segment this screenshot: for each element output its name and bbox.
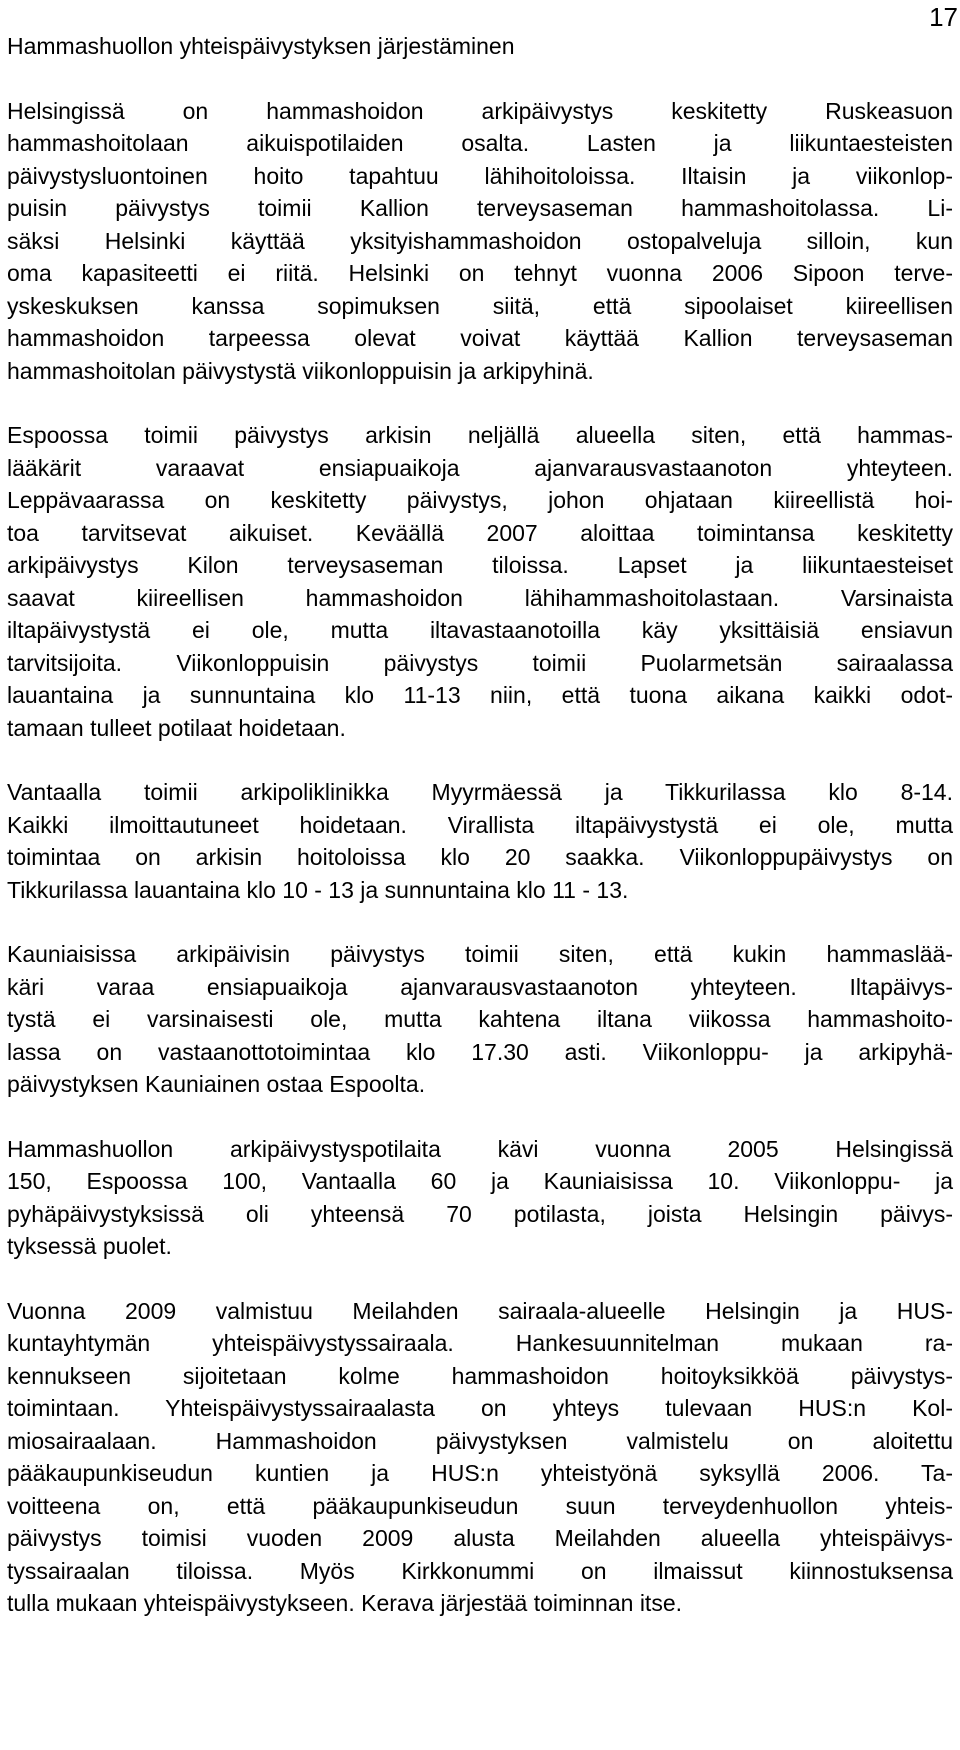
text-line: toimintaan. Yhteispäivystyssairaalasta on yhteys tulevaan HUS:n Kol- bbox=[7, 1395, 953, 1421]
text-line: päivystysluontoinen hoito tapahtuu lähihoitoloissa. Iltaisin ja viikonlop- bbox=[7, 162, 953, 189]
text-line: Kauniaisissa arkipäivisin päivystys toimii siten, että kukin hammaslää- bbox=[7, 941, 953, 967]
text-line: tarvitsijoita. Viikonloppuisin päivystys toimii Puolarmetsän sairaalassa bbox=[7, 649, 953, 676]
text-line: tamaan tulleet potilaat hoidetaan. bbox=[7, 714, 346, 741]
document-body bbox=[7, 30, 953, 1620]
paragraph bbox=[7, 95, 953, 388]
paragraph bbox=[7, 776, 953, 906]
text-line: pääkaupunkiseudun kuntien ja HUS:n yhteistyönä syksyllä 2006. Ta- bbox=[7, 1460, 953, 1486]
text-line: Espoossa toimii päivystys arkisin neljällä alueella siten, että hammas- bbox=[7, 422, 953, 448]
text-line: Vuonna 2009 valmistuu Meilahden sairaala-alueelle Helsingin ja HUS- bbox=[7, 1297, 953, 1324]
paragraph-spacer bbox=[7, 1263, 953, 1295]
text-line: puisin päivystys toimii Kallion terveysaseman hammashoitolassa. Li- bbox=[7, 195, 953, 221]
paragraph-spacer bbox=[7, 1101, 953, 1133]
paragraph-spacer bbox=[7, 906, 953, 938]
text-line: pyhäpäivystyksissä oli yhteensä 70 potilasta, joista Helsingin päivys- bbox=[7, 1200, 953, 1227]
text-line: toimintaa on arkisin hoitoloissa klo 20 saakka. Viikonloppupäivystys on bbox=[7, 844, 953, 870]
paragraph bbox=[7, 1295, 953, 1620]
text-line: lääkärit varaavat ensiapuaikoja ajanvarausvastaanoton yhteyteen. bbox=[7, 454, 953, 481]
text-line: arkipäivystys Kilon terveysaseman tiloissa. Lapset ja liikuntaesteiset bbox=[7, 552, 953, 578]
text-line: hammashoitolan päivystystä viikonloppuisin ja arkipyhinä. bbox=[7, 357, 594, 384]
text-line: yskeskuksen kanssa sopimuksen siitä, että sipoolaiset kiireellisen bbox=[7, 292, 953, 319]
page-number: 17 bbox=[929, 2, 958, 32]
paragraph bbox=[7, 419, 953, 744]
text-line: tulla mukaan yhteispäivystykseen. Kerava järjestää toiminnan itse. bbox=[7, 1590, 683, 1616]
spacer bbox=[7, 63, 953, 95]
section-heading: Hammashuollon yhteispäivystyksen järjestäminen bbox=[7, 33, 515, 59]
paragraph bbox=[7, 1133, 953, 1263]
text-line: iltapäivystystä ei ole, mutta iltavastaanotoilla käy yksittäisiä ensiavun bbox=[7, 617, 953, 643]
text-line: tystä ei varsinaisesti ole, mutta kahtena iltana viikossa hammashoito- bbox=[7, 1006, 953, 1032]
text-line: käri varaa ensiapuaikoja ajanvarausvastaanoton yhteyteen. Iltapäivys- bbox=[7, 973, 953, 1000]
text-line: tyssairaalan tiloissa. Myös Kirkkonummi on ilmaissut kiinnostuksensa bbox=[7, 1557, 953, 1584]
text-line: Helsingissä on hammashoidon arkipäivystys keskitetty Ruskeasuon bbox=[7, 97, 953, 124]
text-line: saavat kiireellisen hammashoidon lähihammashoitolastaan. Varsinaista bbox=[7, 584, 953, 611]
text-line: Hammashuollon arkipäivystyspotilaita kävi vuonna 2005 Helsingissä bbox=[7, 1135, 953, 1162]
text-line: 150, Espoossa 100, Vantaalla 60 ja Kauniaisissa 10. Viikonloppu- ja bbox=[7, 1168, 953, 1194]
text-line: kuntayhtymän yhteispäivystyssairaala. Hankesuunnitelman mukaan ra- bbox=[7, 1330, 953, 1356]
text-line: päivystyksen Kauniainen ostaa Espoolta. bbox=[7, 1071, 426, 1097]
text-line: päivystys toimisi vuoden 2009 alusta Meilahden alueella yhteispäivys- bbox=[7, 1525, 953, 1551]
text-line: Leppävaarassa on keskitetty päivystys, johon ohjataan kiireellistä hoi- bbox=[7, 487, 953, 513]
text-line: Tikkurilassa lauantaina klo 10 - 13 ja sunnuntaina klo 11 - 13. bbox=[7, 876, 629, 903]
text-line: kennukseen sijoitetaan kolme hammashoidon hoitoyksikköä päivystys- bbox=[7, 1362, 953, 1389]
paragraphs bbox=[7, 95, 953, 1620]
text-line: lauantaina ja sunnuntaina klo 11-13 niin, että tuona aikana kaikki odot- bbox=[7, 682, 953, 708]
text-line: säksi Helsinki käyttää yksityishammashoidon ostopalveluja silloin, kun bbox=[7, 227, 953, 254]
text-line: toa tarvitsevat aikuiset. Keväällä 2007 aloittaa toimintansa keskitetty bbox=[7, 519, 953, 546]
text-line: tyksessä puolet. bbox=[7, 1233, 172, 1259]
text-line: voitteena on, että pääkaupunkiseudun suun terveydenhuollon yhteis- bbox=[7, 1492, 953, 1519]
paragraph-spacer bbox=[7, 387, 953, 419]
text-line: lassa on vastaanottotoimintaa klo 17.30 asti. Viikonloppu- ja arkipyhä- bbox=[7, 1038, 953, 1065]
text-line: miosairaalaan. Hammashoidon päivystyksen valmistelu on aloitettu bbox=[7, 1427, 953, 1454]
text-line: hammashoitolaan aikuispotilaiden osalta. Lasten ja liikuntaesteisten bbox=[7, 130, 953, 156]
text-line: oma kapasiteetti ei riitä. Helsinki on tehnyt vuonna 2006 Sipoon terve- bbox=[7, 260, 953, 286]
paragraph bbox=[7, 938, 953, 1101]
paragraph-spacer bbox=[7, 744, 953, 776]
text-line: Vantaalla toimii arkipoliklinikka Myyrmäessä ja Tikkurilassa klo 8-14. bbox=[7, 779, 953, 805]
text-line: hammashoidon tarpeessa olevat voivat käyttää Kallion terveysaseman bbox=[7, 325, 953, 351]
text-line: Kaikki ilmoittautuneet hoidetaan. Virallista iltapäivystystä ei ole, mutta bbox=[7, 811, 953, 838]
